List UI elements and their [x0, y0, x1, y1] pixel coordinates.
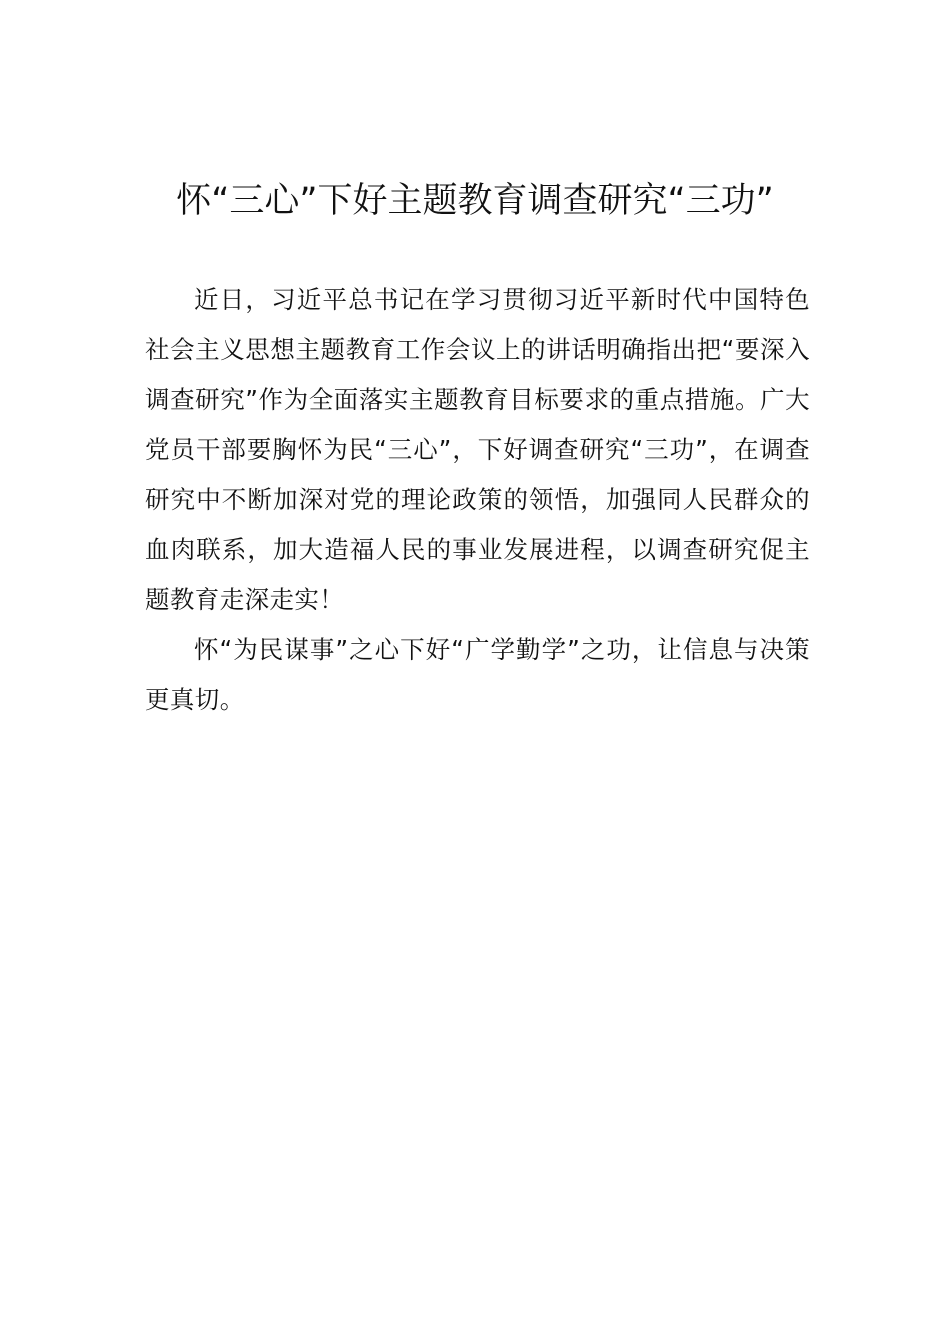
document-body [145, 275, 810, 725]
document-title: 怀“三心”下好主题教育调查研究“三功” [176, 181, 774, 221]
paragraph-section-heading: 怀“为民谋事”之心下好“广学勤学”之功，让信息与决策更真切。 [145, 635, 810, 714]
paragraph-intro: 近日，习近平总书记在学习贯彻习近平新时代中国特色社会主义思想主题教育工作会议上的讲话明确指出把“要深入调查研究”作为全面落实主题教育目标要求的重点措施。广大党员干部要胸怀为民“三心”，下好调查研究“三功”，在调查研究中不断加深对党的理论政策的领悟，加强同人民群众的血肉联系，加大造福人民的事业发展进程，以调查研究促主题教育走深走实！ [145, 285, 810, 614]
